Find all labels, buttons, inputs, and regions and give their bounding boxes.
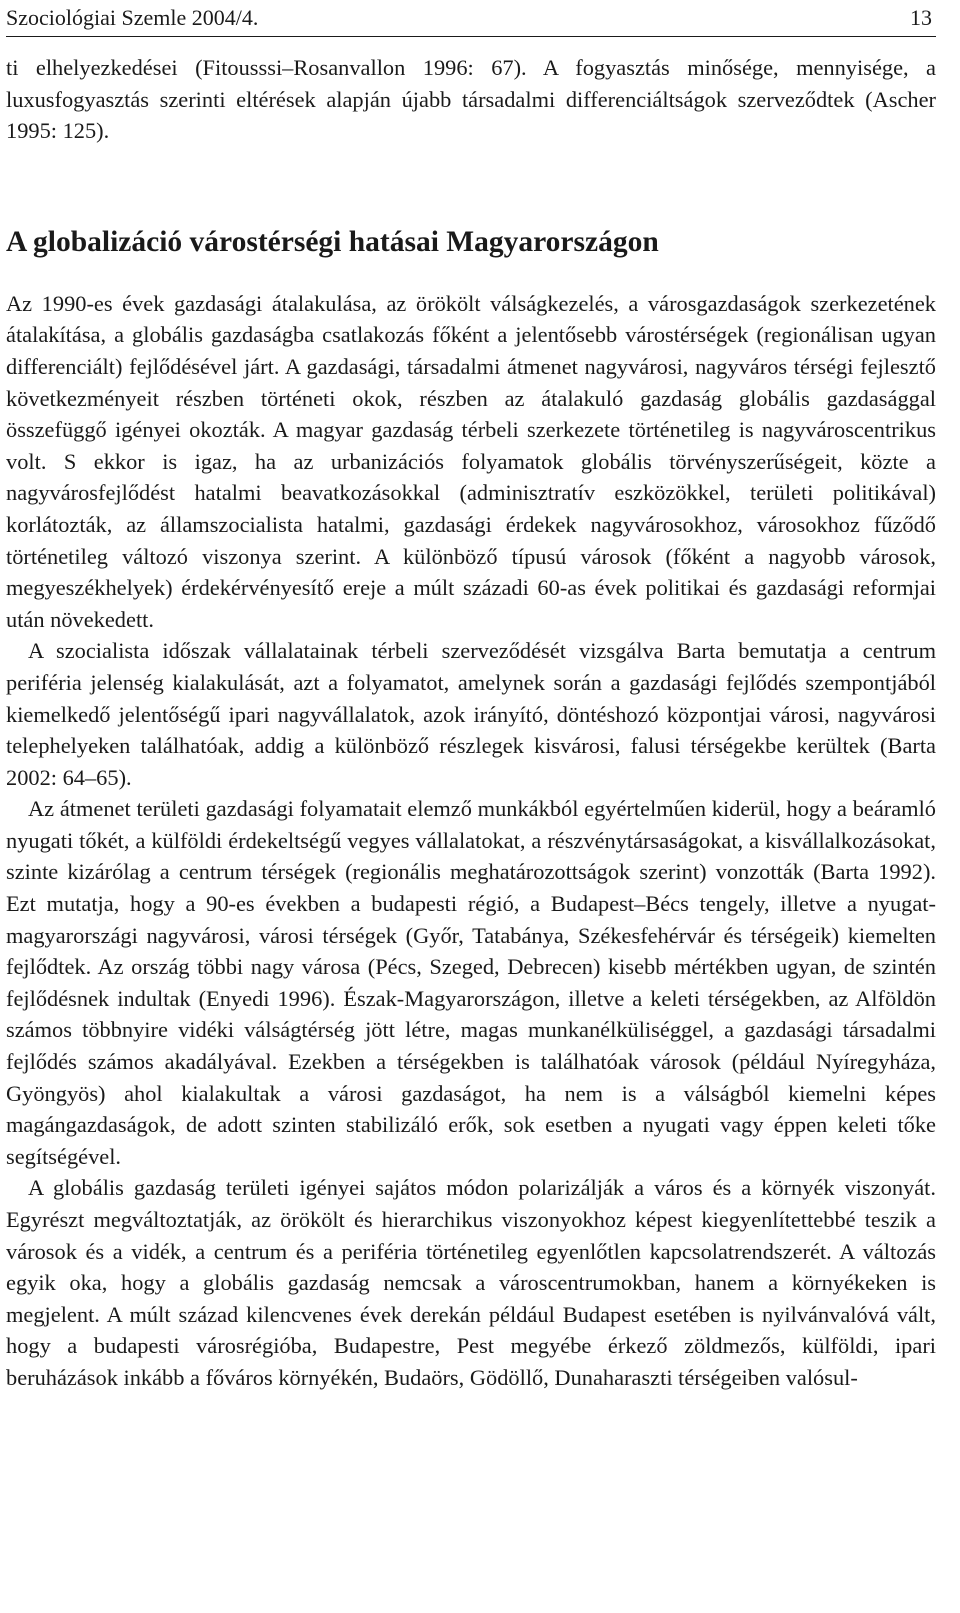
paragraph: Az 1990-es évek gazdasági átalakulása, az örökölt válságkezelés, a városgazdaságok szerkezetének átalakítása, a globális gazdaságba csatlakozás főként a jelentősebb várostérségek (regionálisan ugyan differenciált) fejlődésével járt. A gazdasági, társadalmi átmenet nagyvárosi, nagyváros térségi fejlesztő következményeit részben történeti okok, részben az átalakuló gazdaság globális gazdasággal összefüggő igényei okozták. A magyar gazdaság térbeli szerkezete történetileg is nagyvároscentrikus volt. S ekkor is igaz, ha az urbanizációs folyamatok globális törvényszerűségeit, közte a nagyvárosfejlődést hatalmi beavatkozásokkal (adminisztratív eszközökkel, területi politikával) korlátozták, az államszocialista hatalmi, gazdasági érdekek nagyvárosokhoz, városokhoz fűződő történetileg változó viszonya szerint. A különböző típusú városok (főként a nagyobb városok, megyeszékhelyek) érdekérvényesítő ereje a múlt századi 60-as évek politikai és gazdasági reformjai után növekedett. — [6, 290, 936, 632]
paragraph: A szocialista időszak vállalatainak térbeli szerveződését vizsgálva Barta bemutatja a centrum periféria jelenség kialakulását, azt a folyamatot, amelynek során a gazdasági fejlődés szempontjából kiemelkedő jelentőségű ipari nagyvállalatok, azok irányító, döntéshozó központjai városi, nagyvárosi telephelyeken találhatóak, addig a különböző részlegek kisvárosi, falusi térségekbe kerültek (Barta 2002: 64–65). — [6, 638, 936, 790]
article-body — [6, 52, 936, 1394]
paragraph: A globális gazdaság területi igényei sajátos módon polarizálják a város és a környék viszonyát. Egyrészt megváltoztatják, az örökölt és hierarchikus viszonyokhoz képest kiegyenlítettebbé teszik a városok és a vidék, a centrum és a periféria történetileg egyenlőtlen kapcsolatrendszerét. A változás egyik oka, hogy a globális gazdaság nemcsak a városcentrumokban, hanem a környékeken is megjelent. A múlt század kilencvenes évek derekán például Budapest esetében is nyilvánvalóvá vált, hogy a budapesti városrégióba, Budapestre, Pest megyébe érkező zöldmezős, külföldi, ipari beruházások inkább a főváros környékén, Budaörs, Gödöllő, Dunaharaszti térségeiben valósul- — [6, 1175, 936, 1390]
continuation-paragraph: ti elhelyezkedései (Fitousssi–Rosanvallon 1996: 67). A fogyasztás minősége, mennyisége, a luxusfogyasztás szerinti eltérések alapján újabb társadalmi differenciáltságok szerveződtek (Ascher 1995: 125). — [6, 55, 936, 144]
journal-title: Szociológiai Szemle 2004/4. — [6, 5, 259, 30]
paragraph: Az átmenet területi gazdasági folyamatait elemző munkákból egyértelműen kiderül, hogy a beáramló nyugati tőkét, a külföldi érdekeltségű vegyes vállalatokat, a részvénytársaságokat, a kisvállalkozásokat, szinte kizárólag a centrum térségek (regionális meghatározottságok szerint) vonzották (Barta 1992). Ezt mutatja, hogy a 90-es években a budapesti régió, a Budapest–Bécs tengely, illetve a nyugat-magyarországi nagyvárosi, városi térségek (Győr, Tatabánya, Székesfehérvár és térségeik) kiemelten fejlődtek. Az ország többi nagy városa (Pécs, Szeged, Debrecen) kisebb mértékben ugyan, de szintén fejlődésnek indultak (Enyedi 1996). Észak-Magyarországon, illetve a keleti térségekben, az Alföldön számos többnyire vidéki válságtérség jött létre, magas munkanélküliséggel, a gazdasági társadalmi fejlődés számos akadályával. Ezekben a térségekben is találhatóak városok (például Nyíregyháza, Gyöngyös) ahol kialakultak a városi gazdaságot, ha nem is a válságból kiemelni képes magángazdaságok, de adott szinten stabilizáló erők, sok esetben a nyugati vagy éppen keleti tőke segítségével. — [6, 796, 936, 1169]
document-page — [6, 0, 936, 1394]
section-heading: A globalizáció várostérségi hatásai Magyarországon — [6, 225, 659, 258]
page-number: 13 — [910, 5, 932, 30]
running-head — [6, 0, 936, 37]
